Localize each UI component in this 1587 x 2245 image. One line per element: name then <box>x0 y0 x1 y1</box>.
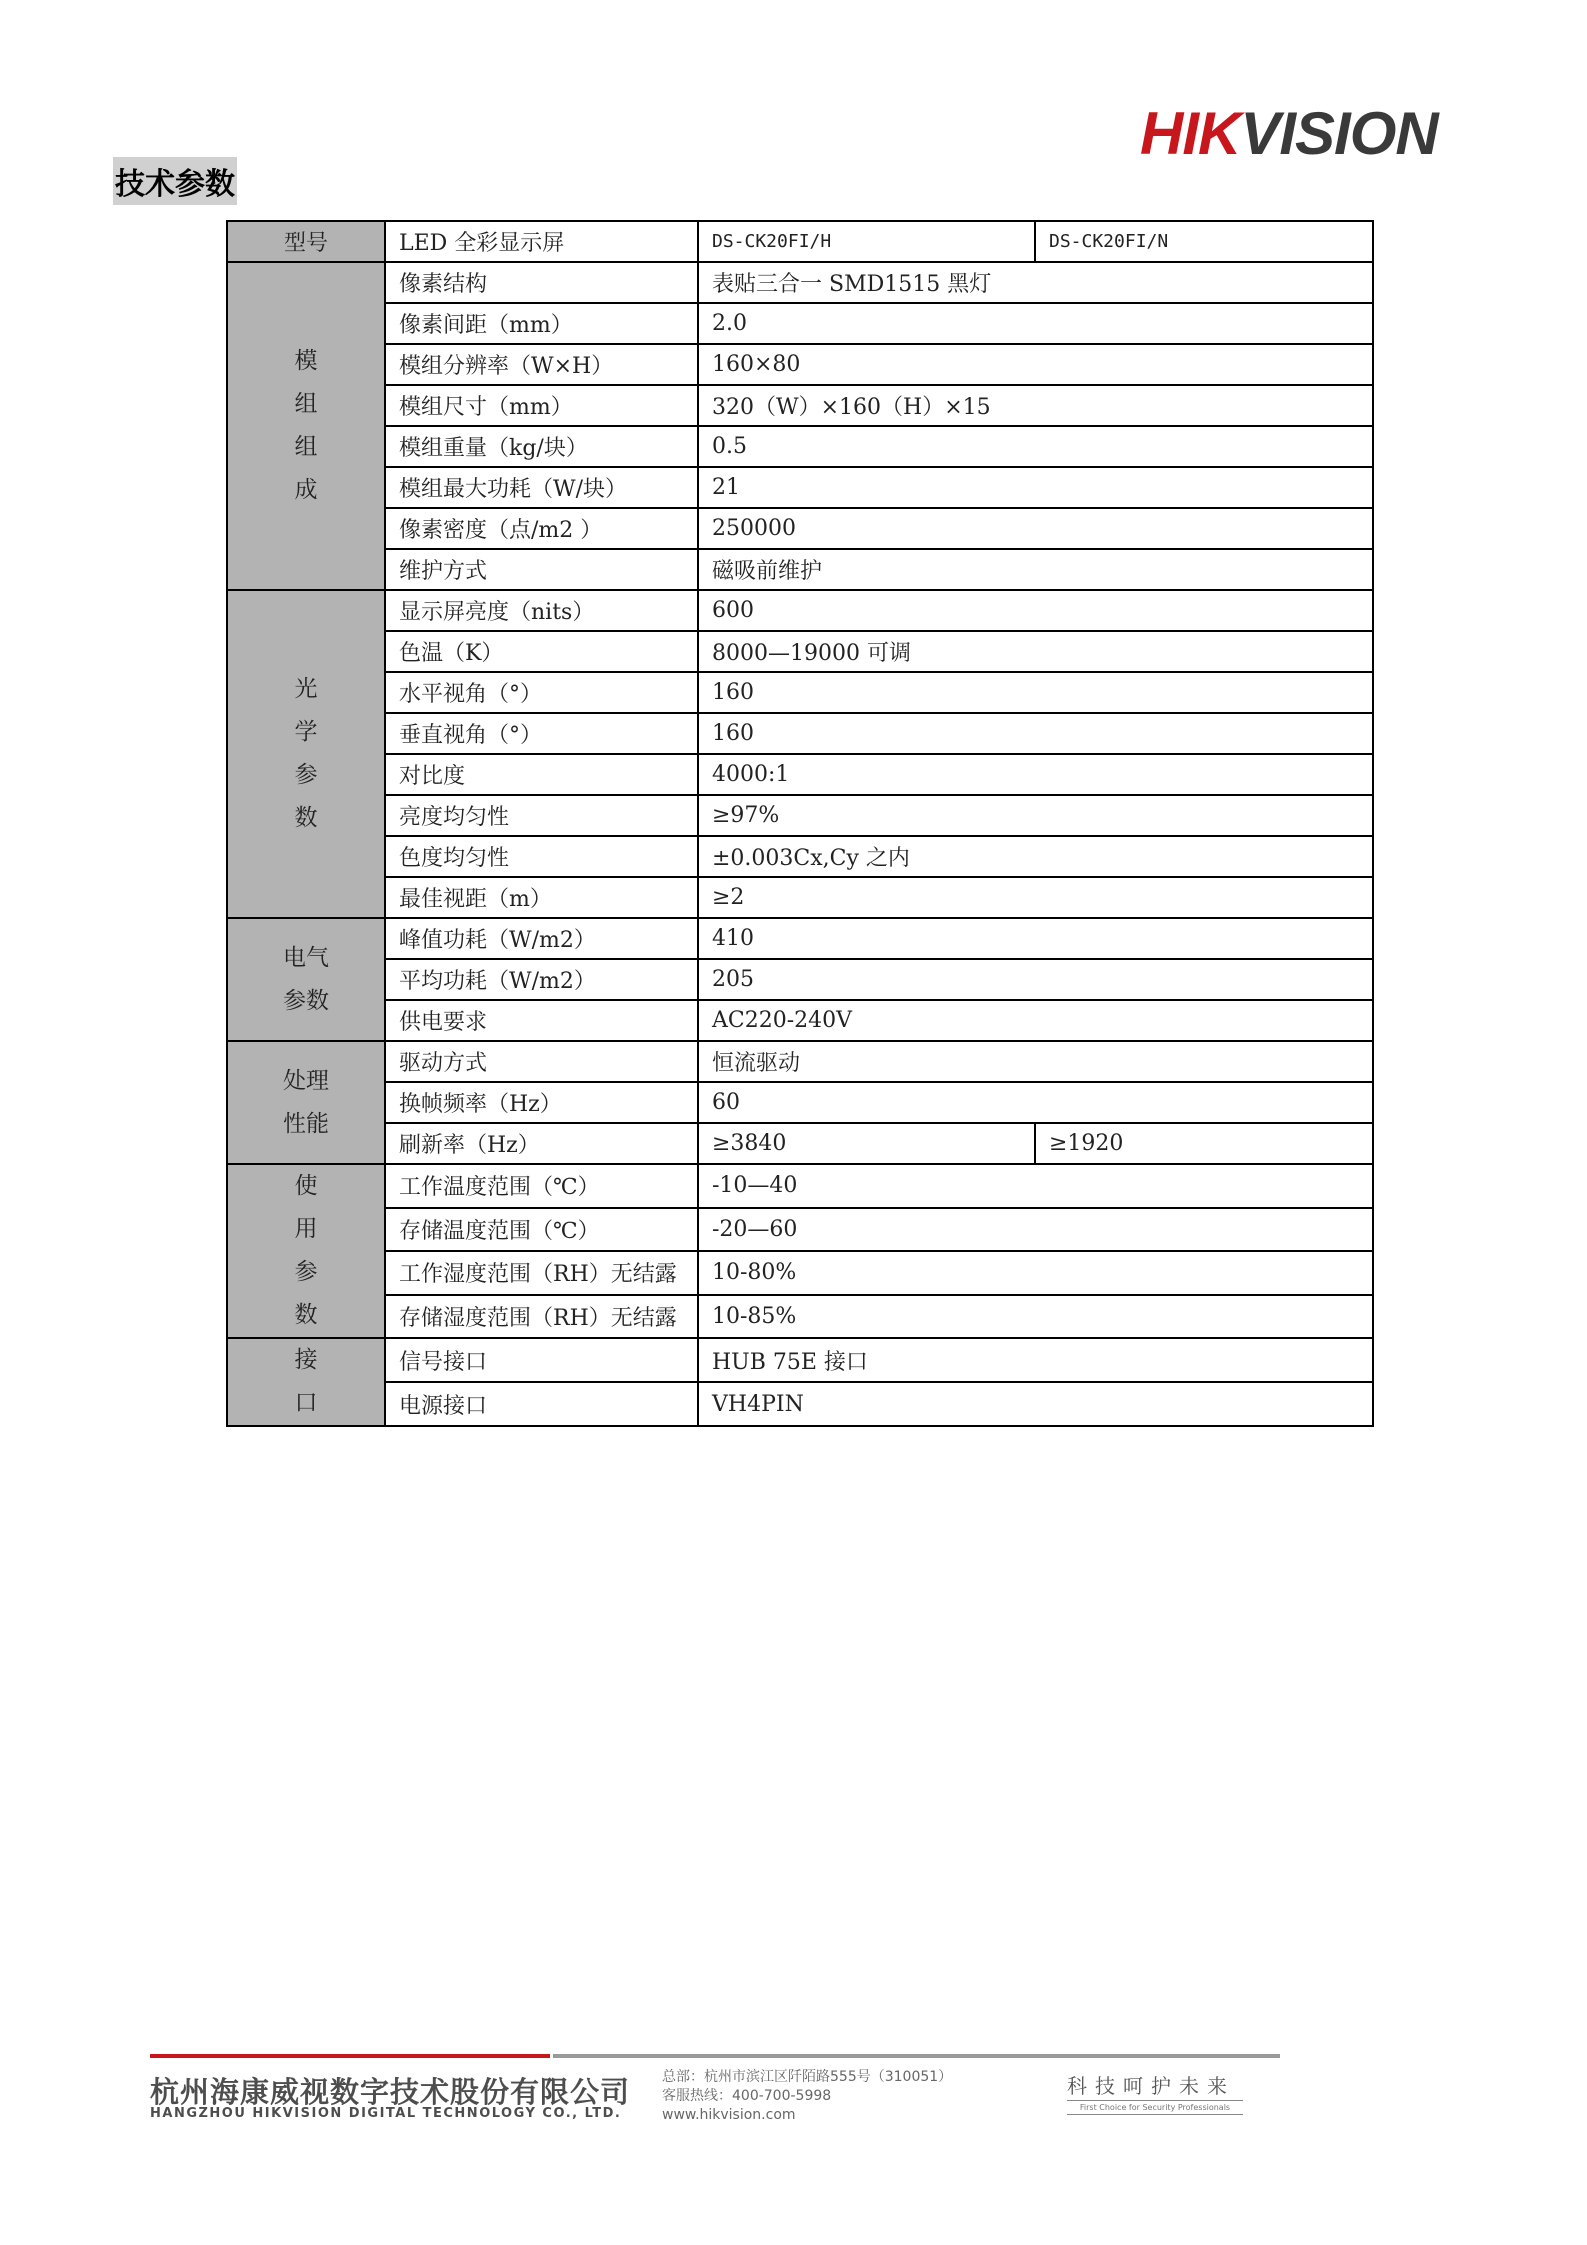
footer-company-cn: 杭州海康威视数字技术股份有限公司 <box>150 2075 631 2109</box>
table-header-row <box>227 221 1373 262</box>
table-row <box>227 1000 1373 1041</box>
section-title: 技术参数 <box>113 157 237 205</box>
table-row <box>227 836 1373 877</box>
param-value: ≥2 <box>698 877 1373 918</box>
param-value: 表贴三合一 SMD1515 黑灯 <box>698 262 1373 303</box>
param-name: 驱动方式 <box>385 1041 698 1082</box>
param-value: 160×80 <box>698 344 1373 385</box>
param-name: 工作温度范围（℃） <box>385 1164 698 1208</box>
param-value: 320（W）×160（H）×15 <box>698 385 1373 426</box>
param-value: 10-85% <box>698 1295 1373 1339</box>
param-name: 显示屏亮度（nits） <box>385 590 698 631</box>
param-name: 亮度均匀性 <box>385 795 698 836</box>
param-value: 2.0 <box>698 303 1373 344</box>
table-row <box>227 795 1373 836</box>
param-value: VH4PIN <box>698 1382 1373 1426</box>
param-value: 磁吸前维护 <box>698 549 1373 590</box>
logo-vision: VISION <box>1240 100 1438 167</box>
param-name: 色度均匀性 <box>385 836 698 877</box>
footer-hotline: 客服热线：400-700-5998 <box>662 2088 832 2104</box>
group-label <box>227 590 385 918</box>
table-row <box>227 1251 1373 1295</box>
param-value: ≥3840 <box>698 1123 1035 1164</box>
param-value: -10—40 <box>698 1164 1373 1208</box>
param-name: 垂直视角（°） <box>385 713 698 754</box>
param-value: AC220-240V <box>698 1000 1373 1041</box>
param-value: 21 <box>698 467 1373 508</box>
group-label-text: 电气 参数 <box>283 944 329 1014</box>
param-name: 模组分辨率（W×H） <box>385 344 698 385</box>
param-name: 模组尺寸（mm） <box>385 385 698 426</box>
param-name: 模组重量（kg/块） <box>385 426 698 467</box>
table-row <box>227 631 1373 672</box>
table-row <box>227 303 1373 344</box>
param-value: 410 <box>698 918 1373 959</box>
table-row <box>227 549 1373 590</box>
table-row <box>227 1295 1373 1339</box>
table-row <box>227 1208 1373 1252</box>
group-label-text: 光 学 参 数 <box>294 676 318 831</box>
param-value: 0.5 <box>698 426 1373 467</box>
param-value: 205 <box>698 959 1373 1000</box>
table-row <box>227 672 1373 713</box>
table-row <box>227 344 1373 385</box>
param-name: 色温（K） <box>385 631 698 672</box>
param-value: 60 <box>698 1082 1373 1123</box>
param-name: 存储温度范围（℃） <box>385 1208 698 1252</box>
param-name: 平均功耗（W/m2） <box>385 959 698 1000</box>
param-name: 模组最大功耗（W/块） <box>385 467 698 508</box>
param-value: 8000—19000 可调 <box>698 631 1373 672</box>
param-name: 信号接口 <box>385 1338 698 1382</box>
param-value: 160 <box>698 713 1373 754</box>
param-value: -20—60 <box>698 1208 1373 1252</box>
group-label-text: 接 口 <box>294 1347 318 1416</box>
param-name: 供电要求 <box>385 1000 698 1041</box>
param-name: 刷新率（Hz） <box>385 1123 698 1164</box>
table-row <box>227 1041 1373 1082</box>
param-value: 600 <box>698 590 1373 631</box>
table-row <box>227 713 1373 754</box>
footer-website[interactable]: www.hikvision.com <box>662 2107 796 2123</box>
param-name: 像素间距（mm） <box>385 303 698 344</box>
param-name: 水平视角（°） <box>385 672 698 713</box>
param-name: 最佳视距（m） <box>385 877 698 918</box>
table-row <box>227 1338 1373 1382</box>
table-row <box>227 590 1373 631</box>
param-name: 像素结构 <box>385 262 698 303</box>
param-name: 像素密度（点/m2 ） <box>385 508 698 549</box>
hikvision-logo <box>1140 100 1438 167</box>
group-label <box>227 1041 385 1164</box>
group-label <box>227 1338 385 1426</box>
table-row <box>227 385 1373 426</box>
param-value-secondary: ≥1920 <box>1035 1123 1373 1164</box>
table-row <box>227 959 1373 1000</box>
group-label-text: 使 用 参 数 <box>294 1173 318 1328</box>
param-value: 160 <box>698 672 1373 713</box>
footer-slogan: 科技呵护未来 <box>1067 2074 1235 2098</box>
table-row <box>227 467 1373 508</box>
param-value: 恒流驱动 <box>698 1041 1373 1082</box>
header-model-n: DS-CK20FI/N <box>1035 221 1373 262</box>
group-label <box>227 1164 385 1338</box>
logo-hik: HIK <box>1140 100 1241 167</box>
param-value: 250000 <box>698 508 1373 549</box>
header-model-h: DS-CK20FI/H <box>698 221 1035 262</box>
footer-grey-rule <box>553 2054 1280 2058</box>
header-model-label: 型号 <box>227 221 385 262</box>
param-name: 电源接口 <box>385 1382 698 1426</box>
param-value: 4000:1 <box>698 754 1373 795</box>
group-label <box>227 262 385 590</box>
param-name: 维护方式 <box>385 549 698 590</box>
table-row <box>227 1123 1373 1164</box>
param-value: ±0.003Cx,Cy 之内 <box>698 836 1373 877</box>
footer-red-rule <box>150 2054 550 2058</box>
table-row <box>227 1082 1373 1123</box>
param-value: ≥97% <box>698 795 1373 836</box>
table-row <box>227 877 1373 918</box>
param-value: 10-80% <box>698 1251 1373 1295</box>
footer-contact <box>662 2068 952 2125</box>
table-row <box>227 1164 1373 1208</box>
param-value: HUB 75E 接口 <box>698 1338 1373 1382</box>
table-row <box>227 918 1373 959</box>
footer-company-en: HANGZHOU HIKVISION DIGITAL TECHNOLOGY CO., LTD. <box>150 2106 622 2121</box>
param-name: 换帧频率（Hz） <box>385 1082 698 1123</box>
param-name: 对比度 <box>385 754 698 795</box>
table-row <box>227 1382 1373 1426</box>
table-row <box>227 508 1373 549</box>
param-name: 峰值功耗（W/m2） <box>385 918 698 959</box>
group-label-text: 处理 性能 <box>283 1067 329 1137</box>
footer-slogan-sub: First Choice for Security Professionals <box>1067 2100 1243 2115</box>
group-label-text: 模 组 组 成 <box>294 348 318 503</box>
table-row <box>227 426 1373 467</box>
footer-address: 总部：杭州市滨江区阡陌路555号（310051） <box>662 2069 953 2085</box>
spec-table <box>226 220 1374 1427</box>
group-label <box>227 918 385 1041</box>
table-row <box>227 754 1373 795</box>
header-product: LED 全彩显示屏 <box>385 221 698 262</box>
table-row <box>227 262 1373 303</box>
param-name: 存储湿度范围（RH）无结露 <box>385 1295 698 1339</box>
param-name: 工作湿度范围（RH）无结露 <box>385 1251 698 1295</box>
